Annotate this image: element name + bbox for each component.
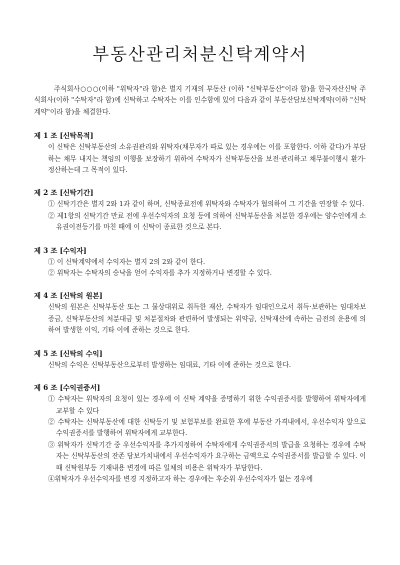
article-paragraph: 이 신탁은 신탁부동산의 소유권관리와 위탁자(채무자가 따로 있는 경우에는 이를 포함한다. 이하 같다)가 부담하는 채무 내지는 책임의 이행을 보장하기 위하여 수탁자가 신탁부동산을 보전·관리하고 채무불이행시 환가·정산하는데 그 목적이 있다. — [48, 143, 366, 175]
article-paragraph: ① 수탁자는 위탁자의 요청이 있는 경우에 이 신탁 계약을 증명하기 위한 수익권증서를 발행하여 위탁자에게 교부할 수 있다 — [48, 395, 366, 415]
article-paragraph: ② 제1항의 신탁기간 만료 전에 우선수익자의 요청 등에 의하여 신탁부동산을 처분한 경우에는 양수인에게 소유권이전등기를 마친 때에 이 신탁이 종료한 것으로 본다. — [48, 211, 366, 232]
article-paragraph: 신탁의 원본은 신탁부동산 또는 그 물상대위로 취득한 재산, 수탁자가 임대인으로서 취득·보관하는 임대차보증금, 신탁부동산의 처분대금 및 처분절차와 관련하여 발생되는 위약금, 신탁재산에 속하는 금전의 운용에 의하여 발생한 이익, 기타 이에 준하는 것으로 한다. — [48, 303, 366, 335]
article-heading: 제 4 조 [신탁의 원본] — [34, 291, 103, 301]
article-heading: 제 2 조 [신탁기간] — [34, 188, 94, 198]
article-paragraph: ① 신탁기간은 별지 2와 1과 같이 하며, 신탁종료전에 위탁자와 수탁자가 협의하여 그 기간을 연장할 수 있다. — [48, 200, 365, 209]
article-heading: 제 3 조 [수익자] — [34, 245, 87, 255]
article-paragraph: ② 수탁자는 신탁부동산에 대한 신탁등기 및 보험부보를 완료한 후에 부동산 가격내에서, 우선수익자 앞으로 수익권증서를 발행하여 위탁자에게 교부한다. — [48, 417, 366, 438]
article-paragraph: ② 위탁자는 수탁자의 승낙을 얻어 수익자를 추가 지정하거나 변경할 수 있다. — [48, 269, 272, 278]
article-1 — [34, 130, 366, 176]
document-title: 부동산관리처분신탁계약서 — [92, 45, 308, 65]
article-6 — [34, 382, 366, 485]
article-heading: 제 1 조 [신탁목적] — [34, 131, 94, 141]
intro-paragraph: 주식회사○○○(이하 "위탁자"라 함)은 별지 기재의 부동산 (이하 "신탁부동산"이라 함)을 한국자산신탁 주식회사(이하 "수탁자"라 함)에 신탁하고 수탁자는 이를 인수함에 있어 다음과 같이 부동산담보신탁계약(이하 "신탁계약"이라 함)을 체결한다. — [34, 85, 366, 116]
article-heading: 제 5 조 [신탁의 수익] — [34, 348, 103, 358]
article-paragraph: ③ 위탁자가 신탁기간 중 우선수익자를 추가지정하여 수탁자에게 수익권증서의 발급을 요청하는 경우에 수탁자는 신탁부동산의 잔존 담보가치내에서 우선수익자가 요구하는 금액으로 수익권증서를 발급할 수 있다. 이때 신탁원부등 기재내용 변경에 따른 일체의 비용은 위탁자가 부담한다. — [48, 440, 366, 472]
article-paragraph: 신탁의 수익은 신탁부동산으로부터 발생하는 임대료, 기타 이에 준하는 것으로 한다. — [48, 360, 292, 369]
article-3 — [34, 245, 366, 280]
article-paragraph: ① 이 신탁계약에서 수익자는 별지 2의 2와 같이 한다. — [48, 257, 206, 266]
article-heading: 제 6 조 [수익권증서] — [34, 383, 101, 393]
article-2 — [34, 187, 366, 233]
article-paragraph: ④위탁자가 우선수익자를 변경 지정하고자 하는 경우에는 후순위 우선수익자가 없는 경우에 — [48, 474, 313, 483]
article-4 — [34, 290, 366, 336]
article-5 — [34, 348, 366, 371]
